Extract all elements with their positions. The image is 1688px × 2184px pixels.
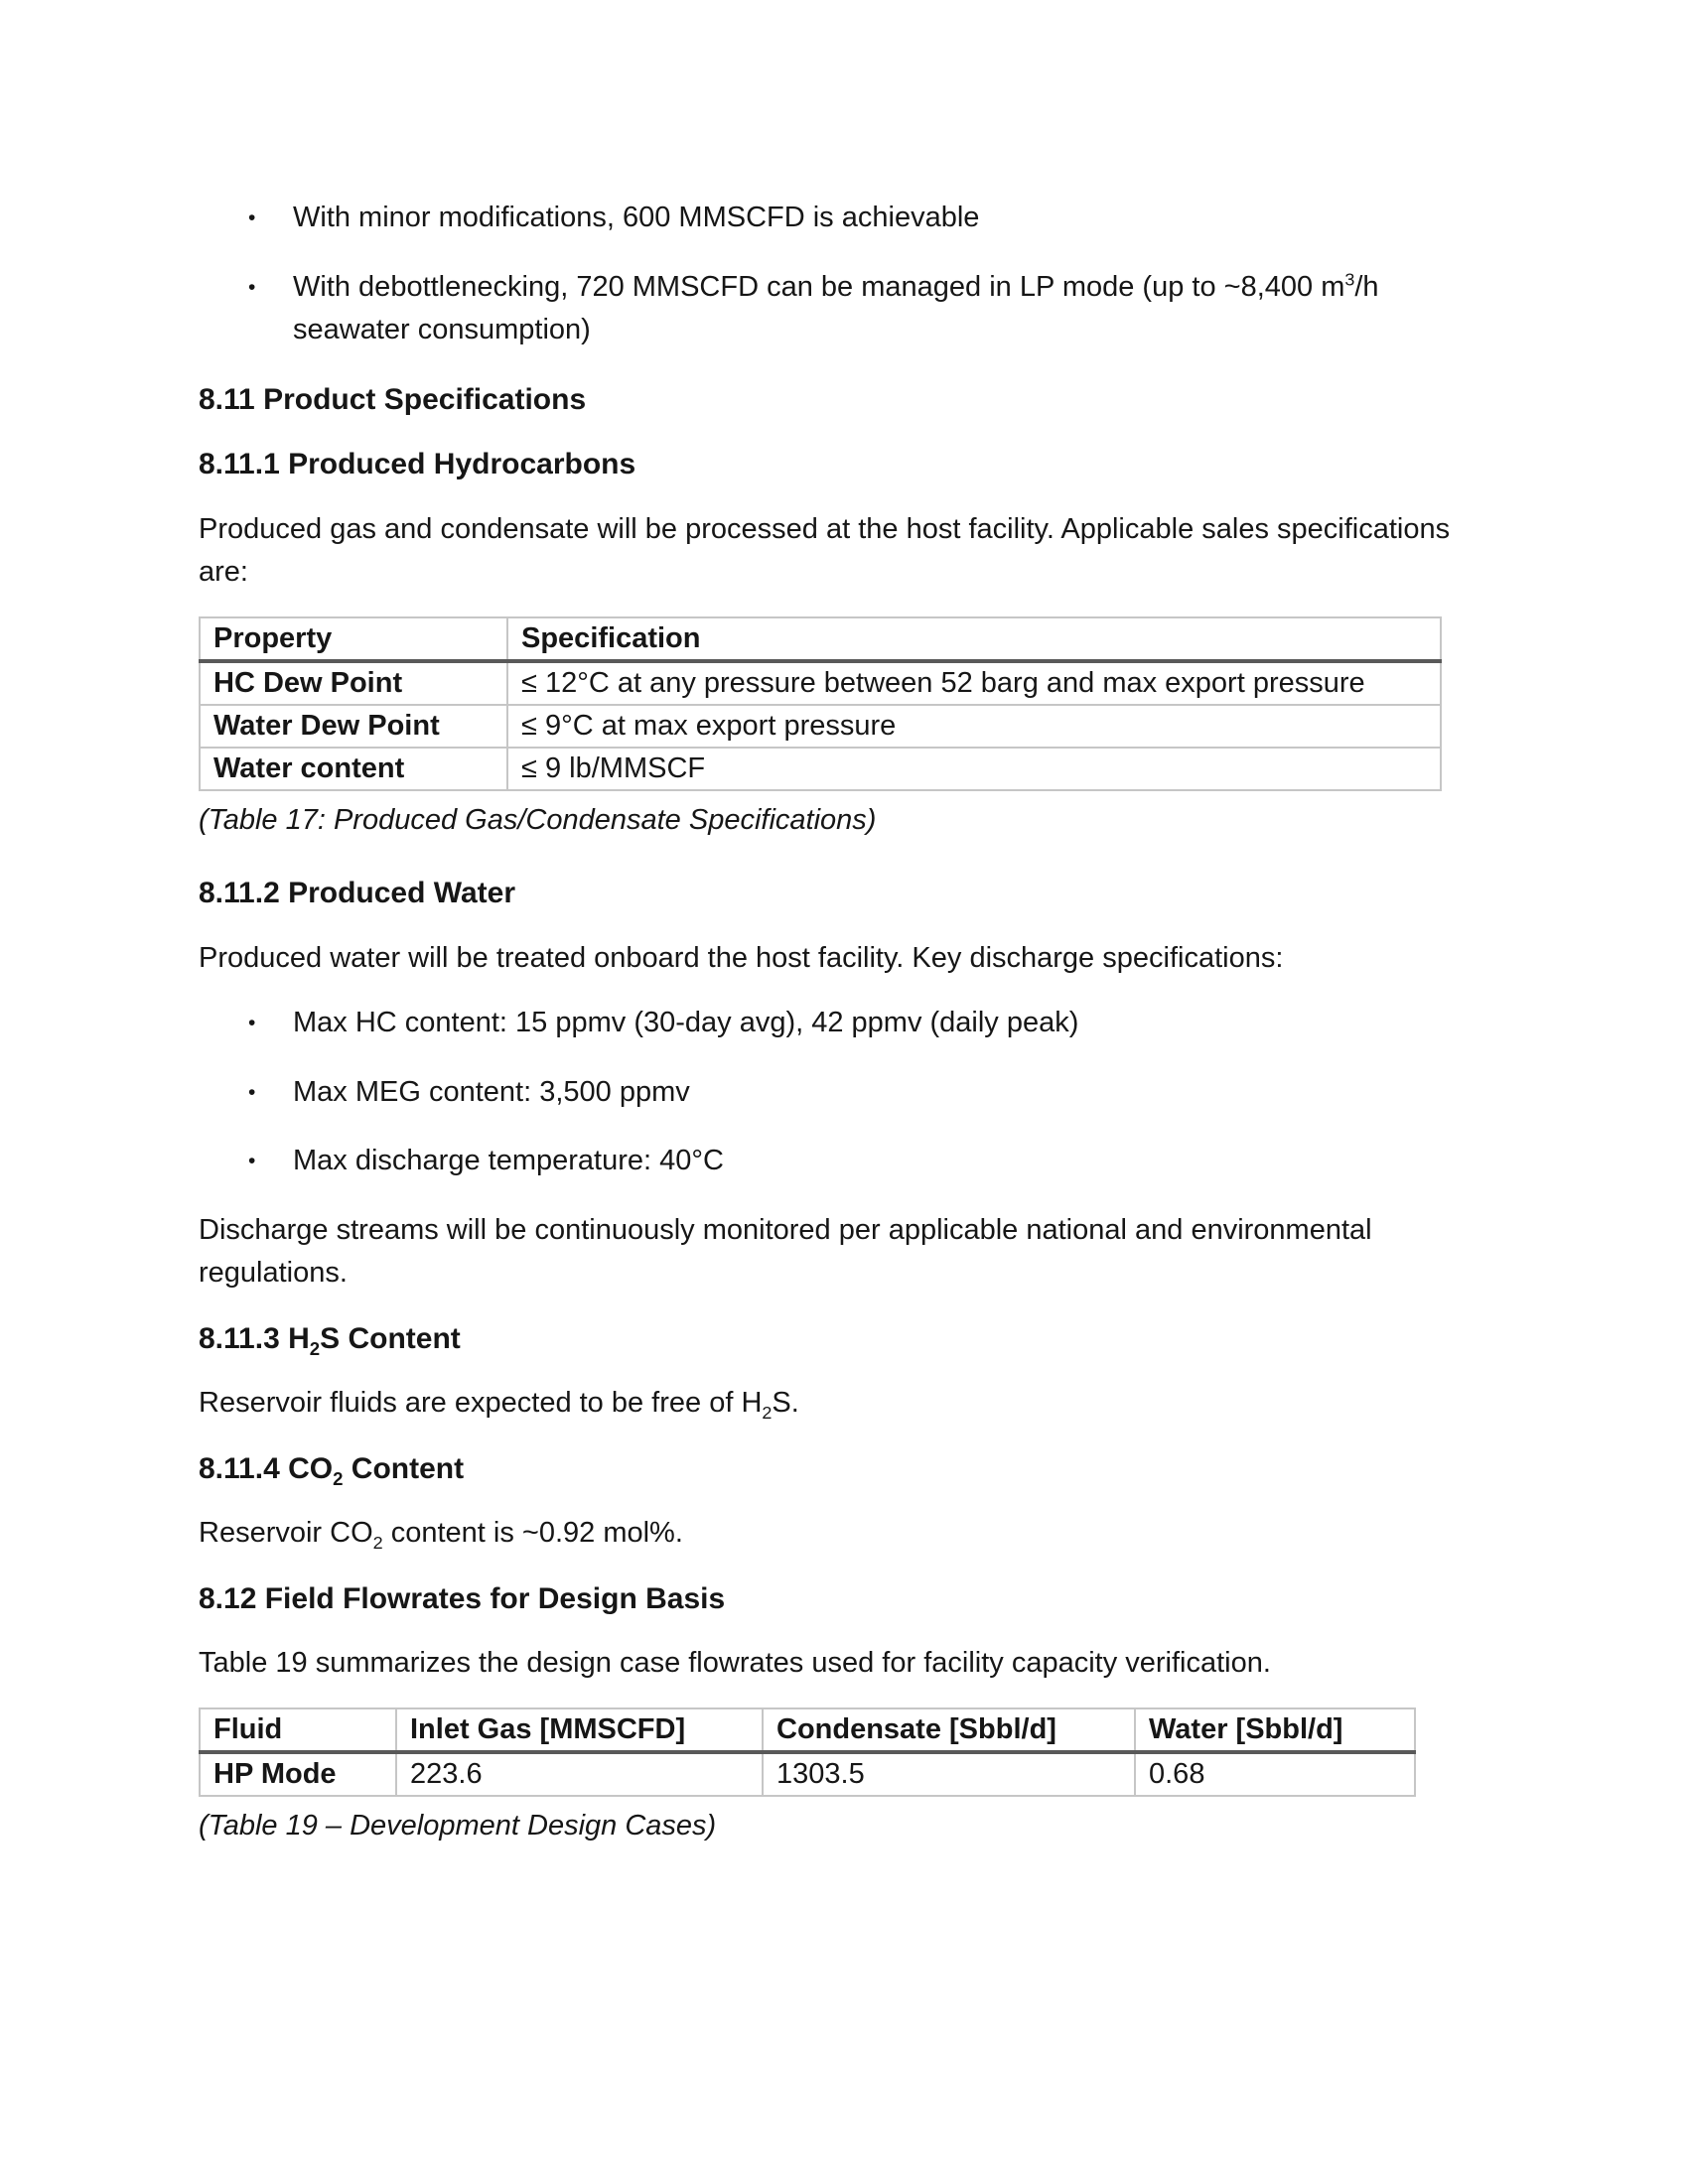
heading-text-segment: S Content: [320, 1321, 461, 1355]
paragraph: [199, 1512, 1460, 1556]
table-cell: ≤ 9 lb/MMSCF: [507, 748, 1441, 790]
paragraph: Table 19 summarizes the design case flowrates used for facility capacity verification.: [199, 1647, 1271, 1679]
heading-8-12: 8.12 Field Flowrates for Design Basis: [199, 1581, 726, 1615]
table-cell: 1303.5: [763, 1752, 1135, 1796]
heading-text-segment: 8.11.3 H: [199, 1321, 310, 1355]
table-header-row: [200, 617, 1441, 661]
bullet-icon: •: [248, 1080, 256, 1104]
paragraph-text-segment: Reservoir CO: [199, 1517, 373, 1549]
subscript: 2: [309, 1337, 321, 1359]
table-cell: HC Dew Point: [200, 661, 507, 705]
table-cell: 0.68: [1135, 1752, 1415, 1796]
superscript: 3: [1344, 268, 1355, 289]
bullet-icon: •: [248, 275, 256, 299]
bullet-text: [293, 266, 1460, 352]
table-19-design-cases: [199, 1707, 1416, 1797]
paragraph: Produced water will be treated onboard the host facility. Key discharge specifications:: [199, 941, 1284, 974]
heading-text-segment: 8.11.4 CO: [199, 1451, 334, 1485]
bullet-text: Max discharge temperature: 40°C: [293, 1145, 724, 1176]
heading-8-11-2: 8.11.2 Produced Water: [199, 877, 516, 909]
table-cell: ≤ 9°C at max export pressure: [507, 705, 1441, 748]
list-item: [248, 197, 1460, 240]
table-row: [200, 748, 1441, 790]
table-17-produced-gas-specs: [199, 616, 1442, 791]
table-header-cell: Property: [200, 617, 507, 661]
paragraph: Discharge streams will be continuously monitored per applicable national and environmental regulations.: [199, 1213, 1372, 1289]
table-cell: Water content: [200, 748, 507, 790]
table-header-cell: Specification: [507, 617, 1441, 661]
subscript: 2: [333, 1467, 344, 1489]
table-cell: Water Dew Point: [200, 705, 507, 748]
paragraph: Produced gas and condensate will be processed at the host facility. Applicable sales specifications are:: [199, 512, 1451, 588]
heading-8-11-1: 8.11.1 Produced Hydrocarbons: [199, 448, 636, 480]
paragraph-text-segment: content is ~0.92 mol%.: [382, 1517, 683, 1549]
paragraph-text-segment: S.: [772, 1387, 799, 1419]
table-19-caption: (Table 19 – Development Design Cases): [199, 1809, 717, 1842]
table-row: [200, 705, 1441, 748]
list-item: [248, 1071, 1460, 1115]
bullet-text: Max MEG content: 3,500 ppmv: [293, 1075, 690, 1108]
table-row: [200, 661, 1441, 705]
subscript: 2: [762, 1402, 773, 1423]
list-item: [248, 1002, 1460, 1045]
bullet-icon: •: [248, 206, 256, 229]
table-cell: ≤ 12°C at any pressure between 52 barg and max export pressure: [507, 661, 1441, 705]
table-header-cell: Water [Sbbl/d]: [1135, 1708, 1415, 1752]
bullet-text-segment: /h seawater consumption): [293, 270, 1379, 345]
subscript: 2: [372, 1532, 383, 1553]
heading-8-11: 8.11 Product Specifications: [199, 382, 587, 416]
bullet-text-segment: With debottlenecking, 720 MMSCFD can be managed in LP mode (up to ~8,400 m: [293, 270, 1345, 303]
table-header-cell: Fluid: [200, 1708, 396, 1752]
heading-8-11-4: [199, 1447, 1460, 1491]
bullet-text: With minor modifications, 600 MMSCFD is achievable: [293, 202, 980, 233]
table-header-cell: Condensate [Sbbl/d]: [763, 1708, 1135, 1752]
paragraph-text-segment: Reservoir fluids are expected to be free of H: [199, 1387, 763, 1419]
table-17-caption: (Table 17: Produced Gas/Condensate Specifications): [199, 803, 877, 836]
table-row: [200, 1752, 1415, 1796]
heading-8-11-3: [199, 1317, 1460, 1361]
bullet-icon: •: [248, 1150, 256, 1172]
list-item: [248, 1140, 1460, 1183]
paragraph: [199, 1382, 1460, 1426]
table-cell: HP Mode: [200, 1752, 396, 1796]
bullet-icon: •: [248, 1012, 256, 1034]
list-item: [248, 266, 1460, 352]
table-header-cell: Inlet Gas [MMSCFD]: [396, 1708, 763, 1752]
heading-text-segment: Content: [343, 1451, 465, 1485]
table-cell: 223.6: [396, 1752, 763, 1796]
table-header-row: [200, 1708, 1415, 1752]
bullet-text: Max HC content: 15 ppmv (30-day avg), 42 ppmv (daily peak): [293, 1007, 1079, 1038]
